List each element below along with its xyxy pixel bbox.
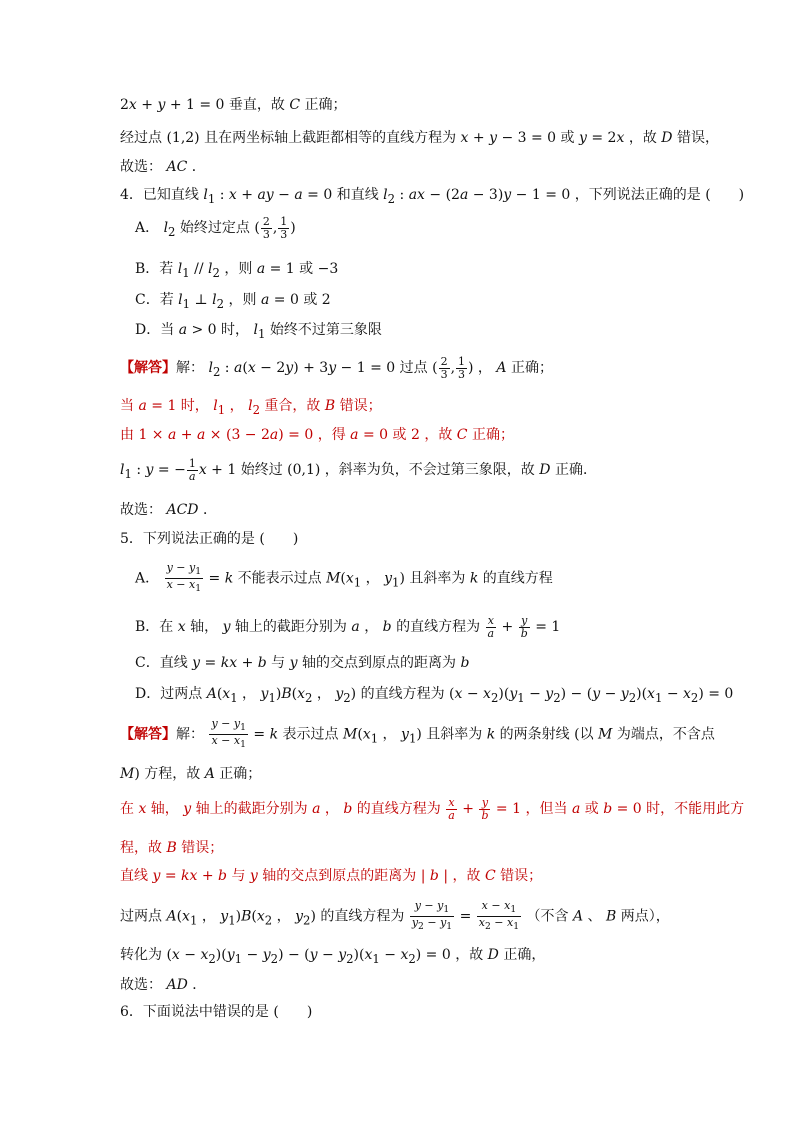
q5-answer-line-7: 转化为 $(x - x_2)(y_1 - y_2) - (y - y_2)(x_1 - x_2) = 0$ ，故 D 正确，	[120, 947, 546, 966]
q5-option-a: A． $\frac{y - y_1}{x - x_1}$ = k 不能表示过点 $M(x_1$ ， $y_1$) 且斜率为 k 的直线方程	[135, 561, 553, 595]
question-4-stem: 4．已知直线 $l_1$ : x + ay − a = 0 和直线 $l_2$ : ax − (2a − 3)y − 1 = 0 ，下列说法正确的是 ( )	[120, 187, 745, 206]
text-line: 2x + y + 1 = 0 垂直，故 C 正确；	[120, 97, 347, 113]
question-5-stem: 5．下列说法正确的是 ( )	[120, 531, 299, 547]
q4-answer-line-2: 当 a = 1 时， $l_1$ ， $l_2$ 重合，故 B 错误；	[120, 398, 382, 417]
q5-answer-line-5: 直线 y = kx + b 与 y 轴的交点到原点的距离为 | b | ，故 C 错误；	[120, 868, 543, 884]
q5-option-b: B．在 x 轴， y 轴上的截距分别为 a ， b 的直线方程为 $\frac{x}{a}$ + $\frac{y}{b}$ = 1	[135, 613, 561, 640]
question-6-stem: 6．下面说法中错误的是 ( )	[120, 1004, 313, 1020]
text-line: 故选： AD ．	[120, 977, 207, 993]
q5-answer-line-6: 过两点 $A(x_1$ ， $y_1)B(x_2$ ， $y_2$) 的直线方程为 $\frac{y - y_1}{y_2 - y_1}$ = $\frac{x - x_1}{x_2 - x_1}$ （不含 A 、 B 两点），	[120, 899, 670, 933]
q4-option-c: C．若 $l_1$ ⊥ $l_2$ ，则 a = 0 或 2	[135, 292, 331, 311]
q5-option-c: C．直线 y = kx + b 与 y 轴的交点到原点的距离为 b	[135, 655, 470, 671]
q4-option-d: D．当 a > 0 时， $l_1$ 始终不过第三象限	[135, 322, 382, 341]
text-line: 故选： AC ．	[120, 159, 206, 175]
q5-option-d: D．过两点 $A(x_1$ ， $y_1)B(x_2$ ， $y_2$) 的直线方程为 $(x - x_2)(y_1 - y_2) - (y - y_2)(x_1 - x_2) = 0$	[135, 686, 734, 705]
q4-answer-line-4: $l_1$ : y = − $\frac{1}{a}$ x + 1 始终过 (0,1) ，斜率为负，不会过第三象限，故 D 正确．	[120, 456, 597, 483]
q4-answer-line-1: 【解答】解： $l_2$ : a(x − 2y) + 3y − 1 = 0 过点 ( $\frac{2}{3}$ , $\frac{1}{3}$ ) ， A 正确；	[120, 354, 553, 381]
q5-answer-line-4: 程，故 B 错误；	[120, 840, 224, 856]
q5-answer-line-1: 【解答】解： $\frac{y - y_1}{x - x_1}$ = k 表示过点 $M(x_1$ ， $y_1$) 且斜率为 k 的两条射线 (以 M 为端点，不含点	[120, 717, 715, 751]
q4-answer-line-3: 由 1 × a + a × (3 − 2a) = 0 ，得 a = 0 或 2 ，故 C 正确；	[120, 427, 514, 443]
text-line: 经过点 (1,2) 且在两坐标轴上截距都相等的直线方程为 x + y − 3 = 0 或 y = 2x ，故 D 错误，	[120, 130, 719, 146]
q4-option-b: B．若 $l_1 // l_2$ ，则 a = 1 或 −3	[135, 261, 339, 280]
text-line: 故选： ACD ．	[120, 502, 217, 518]
q4-option-a: A． $l_2$ 始终过定点 ( $\frac{2}{3}$ , $\frac{1}{3}$ )	[135, 214, 296, 241]
q5-answer-line-3: 在 x 轴， y 轴上的截距分别为 a ， b 的直线方程为 $\frac{x}{a}$ + $\frac{y}{b}$ = 1 ，但当 a 或 b = 0 时，不能用此方	[120, 795, 745, 822]
q5-answer-line-2: M) 方程，故 A 正确；	[120, 766, 262, 782]
